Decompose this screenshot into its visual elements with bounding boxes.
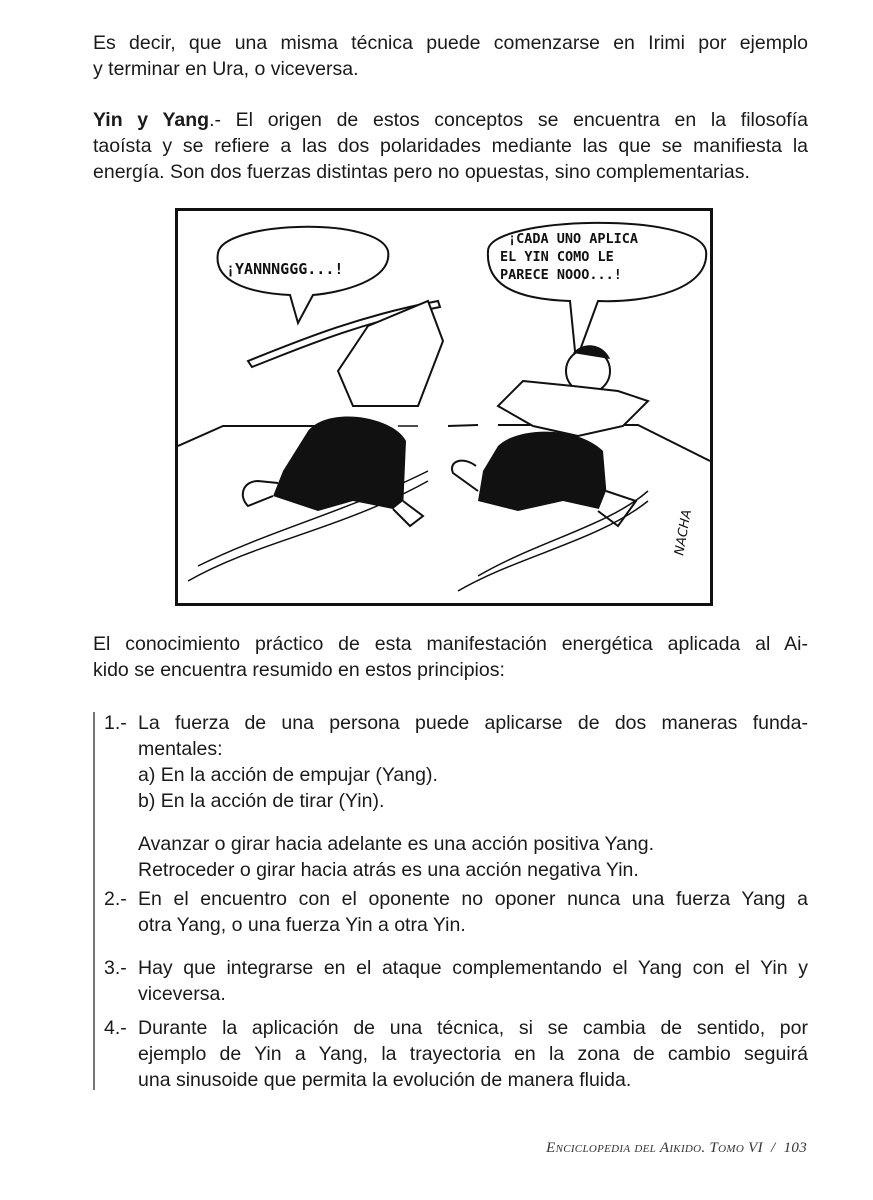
- principle-note: Avanzar o girar hacia adelante es una acción positiva Yang.: [138, 833, 655, 855]
- principle-line: otra Yang, o una fuerza Yin a otra Yin.: [138, 914, 466, 936]
- page-footer: [546, 1140, 807, 1157]
- principle-note: Retroceder o girar hacia atrás es una acción negativa Yin.: [138, 859, 639, 881]
- principle-number: 3.-: [104, 957, 127, 979]
- principle-line: viceversa.: [138, 983, 226, 1005]
- principle-number: 1.-: [104, 712, 127, 734]
- yin-yang-line: taoísta y se refiere a las dos polaridades mediante las que se manifiesta la: [93, 135, 808, 157]
- yin-yang-paragraph: [93, 107, 808, 185]
- knowledge-line: kido se encuentra resumido en estos principios:: [93, 659, 505, 681]
- bubble-right-line: ¡CADA UNO APLICA: [508, 231, 639, 247]
- cartoon-signature: NACHA: [672, 508, 695, 557]
- footer-book-title: Enciclopedia del Aikido. Tomo VI: [546, 1140, 763, 1156]
- principle-text: [138, 886, 808, 938]
- principle-line: Hay que integrarse en el ataque complementando el Yang con el Yin y: [138, 957, 808, 979]
- principle-sub-item: a) En la acción de empujar (Yang).: [138, 764, 438, 786]
- principle-text: [138, 1015, 808, 1093]
- principle-line: mentales:: [138, 738, 223, 760]
- footer-page-number: 103: [783, 1140, 807, 1156]
- principle-line: Durante la aplicación de una técnica, si se cambia de sentido, por: [138, 1017, 808, 1039]
- principle-number: 4.-: [104, 1017, 127, 1039]
- spacer: [138, 814, 808, 831]
- footer-separator: /: [771, 1140, 776, 1156]
- yin-yang-line: energía. Son dos fuerzas distintas pero no opuestas, sino complementarias.: [93, 161, 750, 183]
- principle-line: En el encuentro con el oponente no oponer nunca una fuerza Yang a: [138, 888, 808, 910]
- principle-line: ejemplo de Yin a Yang, la trayectoria en la zona de cambio seguirá: [138, 1043, 808, 1065]
- bubble-right-line: PARECE NOOO...!: [500, 267, 622, 283]
- yin-yang-line: [93, 107, 808, 133]
- cartoon-drawing: [178, 211, 710, 603]
- principle-number: 2.-: [104, 888, 127, 910]
- knowledge-paragraph: [93, 631, 808, 683]
- knowledge-line: El conocimiento práctico de esta manifestación energética aplicada al Ai-: [93, 633, 808, 655]
- bubble-right-line: EL YIN COMO LE: [500, 249, 614, 265]
- principle-text: [138, 955, 808, 1007]
- intro-paragraph: [93, 30, 808, 82]
- yin-yang-line-rest: .- El origen de estos conceptos se encuentra en la filosofía: [209, 109, 808, 131]
- list-margin-rule: [93, 712, 95, 1090]
- aikido-cartoon: [175, 208, 713, 606]
- bubble-left-text: ¡YANNNGGG...!: [226, 260, 344, 278]
- intro-line: Es decir, que una misma técnica puede comenzarse en Irimi por ejemplo: [93, 32, 808, 54]
- principle-text: [138, 710, 808, 883]
- intro-line: y terminar en Ura, o viceversa.: [93, 58, 359, 80]
- yin-yang-term: Yin y Yang: [93, 109, 210, 131]
- principle-line: La fuerza de una persona puede aplicarse de dos maneras funda-: [138, 712, 808, 734]
- principle-line: una sinusoide que permita la evolución de manera fluida.: [138, 1069, 632, 1091]
- principle-sub-item: b) En la acción de tirar (Yin).: [138, 790, 385, 812]
